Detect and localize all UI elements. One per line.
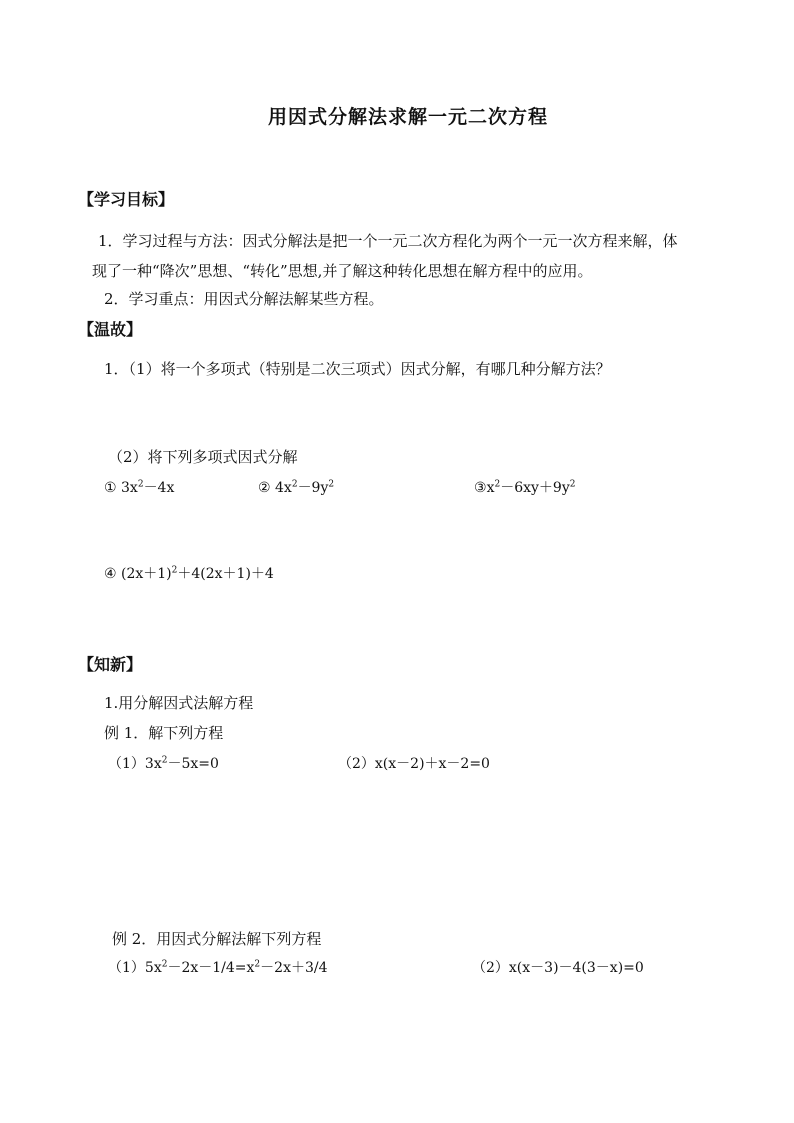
expression-3-b: －6xy＋9y [500, 480, 570, 496]
expression-3-a: x [486, 480, 495, 496]
goal-item-1-line-2: 现了一种“降次”思想、“转化”思想,并了解这种转化思想在解方程中的应用。 [92, 262, 593, 280]
example-1-title: 例 1．解下列方程 [104, 724, 224, 742]
example-1-problem-2: （2）x(x－2)＋x－2=0 [338, 756, 490, 772]
example-2-problem-1-a: （1）5x [108, 960, 162, 976]
expression-2-marker: ② [258, 480, 271, 496]
page-title: 用因式分解法求解一元二次方程 [268, 106, 549, 128]
example-2-problem-1-exponent-2: 2 [254, 959, 261, 970]
expression-2-a: 4x [275, 480, 292, 496]
example-2-problem-1-b: －2x－1/4=x [167, 960, 255, 976]
expression-3 [474, 480, 575, 497]
expression-4 [104, 566, 274, 583]
goal-item-2: 2．学习重点：用因式分解法解某些方程。 [104, 290, 384, 308]
goal-item-1-line-1: 1．学习过程与方法：因式分解法是把一个一元二次方程化为两个一元一次方程来解，体 [98, 232, 678, 250]
section-heading-new: 【知新】 [78, 655, 143, 674]
expression-1 [104, 480, 174, 497]
review-question-2: （2）将下列多项式因式分解 [108, 448, 298, 466]
section-heading-review: 【温故】 [78, 320, 143, 339]
expression-1-b: －4x [143, 480, 175, 496]
section-heading-goals: 【学习目标】 [78, 190, 175, 209]
expression-3-marker: ③ [474, 480, 487, 496]
example-2-problem-1 [108, 960, 328, 977]
expression-1-marker: ① [104, 480, 117, 496]
example-2-title: 例 2．用因式分解法解下列方程 [112, 930, 322, 948]
example-1-problem-1 [108, 756, 219, 773]
expression-2-exponent-2: 2 [328, 479, 335, 490]
expression-2-exponent-1: 2 [291, 479, 298, 490]
expression-1-exponent: 2 [137, 479, 144, 490]
expression-4-marker: ④ [104, 566, 117, 582]
example-2-problem-1-exponent-1: 2 [161, 959, 168, 970]
new-subsection-1: 1.用分解因式法解方程 [104, 694, 254, 712]
example-1-problem-1-b: －5x=0 [167, 756, 219, 772]
expression-3-exponent-2: 2 [569, 479, 576, 490]
review-question-1: 1．（1）将一个多项式（特别是二次三项式）因式分解，有哪几种分解方法？ [104, 360, 611, 378]
example-1-problem-1-exponent: 2 [161, 755, 168, 766]
expression-4-exponent: 2 [171, 565, 178, 576]
expression-4-b: ＋4(2x＋1)＋4 [177, 566, 274, 582]
expression-2 [258, 480, 334, 497]
expression-2-b: －9y [297, 480, 329, 496]
expression-3-exponent-1: 2 [494, 479, 501, 490]
example-2-problem-1-c: －2x＋3/4 [260, 960, 328, 976]
example-2-problem-2: （2）x(x－3)－4(3－x)=0 [472, 960, 644, 976]
expression-1-a: 3x [121, 480, 138, 496]
example-1-problem-1-a: （1）3x [108, 756, 162, 772]
expression-4-a: (2x＋1) [121, 566, 172, 582]
